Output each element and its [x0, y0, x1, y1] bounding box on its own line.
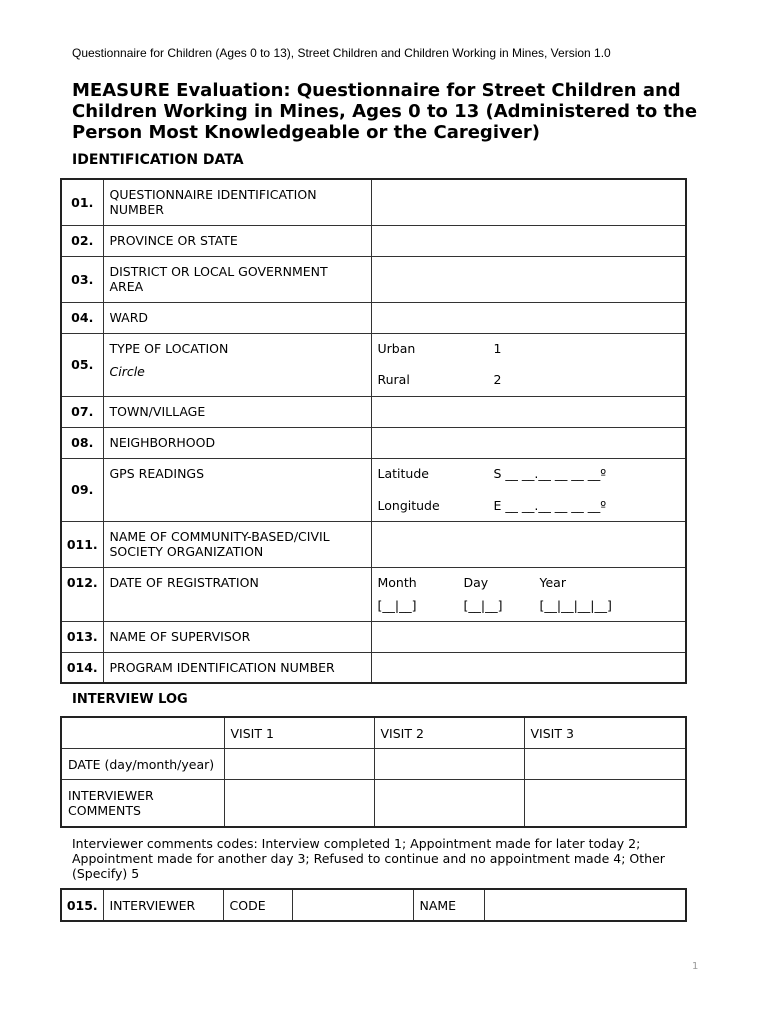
table-row — [61, 396, 686, 427]
option-code: 2 — [493, 371, 502, 387]
row-label: WARD — [103, 302, 371, 333]
table-row — [61, 889, 686, 921]
organization-field[interactable] — [371, 521, 686, 567]
longitude-format: E __ __.__ __ __ __º — [493, 497, 607, 513]
year-blank[interactable]: [__|__|__|__] — [539, 597, 612, 613]
identification-heading: IDENTIFICATION DATA — [72, 152, 244, 168]
gps-fields — [371, 458, 686, 521]
row-number: 013. — [61, 621, 103, 652]
interviewer-label: INTERVIEWER — [103, 889, 223, 921]
row-number: 07. — [61, 396, 103, 427]
row-number: 02. — [61, 225, 103, 256]
row-label: TYPE OF LOCATION — [109, 340, 229, 356]
name-label: NAME — [413, 889, 484, 921]
table-row — [61, 333, 686, 396]
town-field[interactable] — [371, 396, 686, 427]
row-label: INTERVIEWER COMMENTS — [61, 780, 224, 828]
circle-instruction: Circle — [109, 363, 145, 379]
table-row — [61, 717, 686, 749]
questionnaire-id-field[interactable] — [371, 179, 686, 225]
month-blank[interactable]: [__|__] — [377, 597, 417, 613]
row-number: 015. — [61, 889, 103, 921]
option-label: Rural — [377, 371, 410, 387]
table-row — [61, 458, 686, 521]
row-label: GPS READINGS — [103, 458, 371, 521]
document-title: MEASURE Evaluation: Questionnaire for Street Children and Children Working in Mines, Ages 0 to 13 (Administered to the Person Most Knowledgeable or the Caregiver) — [72, 80, 698, 143]
row-number: 014. — [61, 652, 103, 683]
option-urban[interactable] — [378, 341, 680, 372]
table-row — [61, 621, 686, 652]
column-header: VISIT 3 — [524, 717, 686, 749]
row-label: NAME OF COMMUNITY-BASED/CIVIL SOCIETY ORGANIZATION — [103, 521, 371, 567]
row-label: DATE (day/month/year) — [61, 749, 224, 780]
visit-1-comments-field[interactable] — [224, 780, 374, 828]
row-label: NEIGHBORHOOD — [103, 427, 371, 458]
row-label: PROGRAM IDENTIFICATION NUMBER — [103, 652, 371, 683]
identification-table — [60, 178, 687, 684]
table-row — [61, 749, 686, 780]
option-label: Urban — [377, 340, 416, 356]
table-row — [61, 256, 686, 302]
month-label: Month — [377, 574, 417, 590]
province-field[interactable] — [371, 225, 686, 256]
visit-2-comments-field[interactable] — [374, 780, 524, 828]
table-row — [61, 652, 686, 683]
row-number: 08. — [61, 427, 103, 458]
latitude-field[interactable] — [378, 466, 680, 498]
longitude-label: Longitude — [377, 497, 440, 513]
program-id-field[interactable] — [371, 652, 686, 683]
visit-2-date-field[interactable] — [374, 749, 524, 780]
table-row — [61, 567, 686, 621]
row-label: PROVINCE OR STATE — [103, 225, 371, 256]
longitude-field[interactable] — [378, 498, 680, 513]
row-number: 01. — [61, 179, 103, 225]
visit-3-date-field[interactable] — [524, 749, 686, 780]
latitude-label: Latitude — [377, 465, 429, 481]
latitude-format: S __ __.__ __ __ __º — [493, 465, 607, 481]
row-number: 04. — [61, 302, 103, 333]
location-type-options — [371, 333, 686, 396]
row-label: DISTRICT OR LOCAL GOVERNMENT AREA — [103, 256, 371, 302]
day-label: Day — [463, 574, 489, 590]
interviewer-name-field[interactable] — [484, 889, 686, 921]
table-row — [61, 427, 686, 458]
interview-log-table — [60, 716, 687, 828]
neighborhood-field[interactable] — [371, 427, 686, 458]
interviewer-code-field[interactable] — [292, 889, 413, 921]
table-row — [61, 302, 686, 333]
running-header: Questionnaire for Children (Ages 0 to 13), Street Children and Children Working in Mines, Version 1.0 — [72, 46, 611, 60]
table-row — [61, 225, 686, 256]
row-number: 011. — [61, 521, 103, 567]
code-label: CODE — [223, 889, 292, 921]
option-code: 1 — [493, 340, 502, 356]
row-label: QUESTIONNAIRE IDENTIFICATION NUMBER — [103, 179, 371, 225]
row-label: DATE OF REGISTRATION — [103, 567, 371, 621]
table-row — [61, 780, 686, 828]
column-header: VISIT 2 — [374, 717, 524, 749]
page-number: 1 — [692, 961, 699, 972]
ward-field[interactable] — [371, 302, 686, 333]
table-row — [61, 521, 686, 567]
table-row — [61, 179, 686, 225]
visit-1-date-field[interactable] — [224, 749, 374, 780]
row-number: 012. — [61, 567, 103, 621]
column-header: VISIT 1 — [224, 717, 374, 749]
interview-log-heading: INTERVIEW LOG — [72, 692, 188, 707]
row-label: TOWN/VILLAGE — [103, 396, 371, 427]
visit-3-comments-field[interactable] — [524, 780, 686, 828]
district-field[interactable] — [371, 256, 686, 302]
day-blank[interactable]: [__|__] — [463, 597, 503, 613]
row-label: NAME OF SUPERVISOR — [103, 621, 371, 652]
comment-codes-note: Interviewer comments codes: Interview completed 1; Appointment made for later today 2; Appointment made for another day 3; Refused to continue and no appointment made 4; Other (Specify) 5 — [72, 836, 665, 881]
row-number: 09. — [61, 458, 103, 521]
supervisor-field[interactable] — [371, 621, 686, 652]
empty-header-cell — [61, 717, 224, 749]
registration-date-fields — [371, 567, 686, 621]
row-number: 05. — [61, 333, 103, 396]
option-rural[interactable] — [378, 372, 680, 387]
interviewer-table — [60, 888, 687, 922]
row-number: 03. — [61, 256, 103, 302]
year-label: Year — [539, 574, 566, 590]
